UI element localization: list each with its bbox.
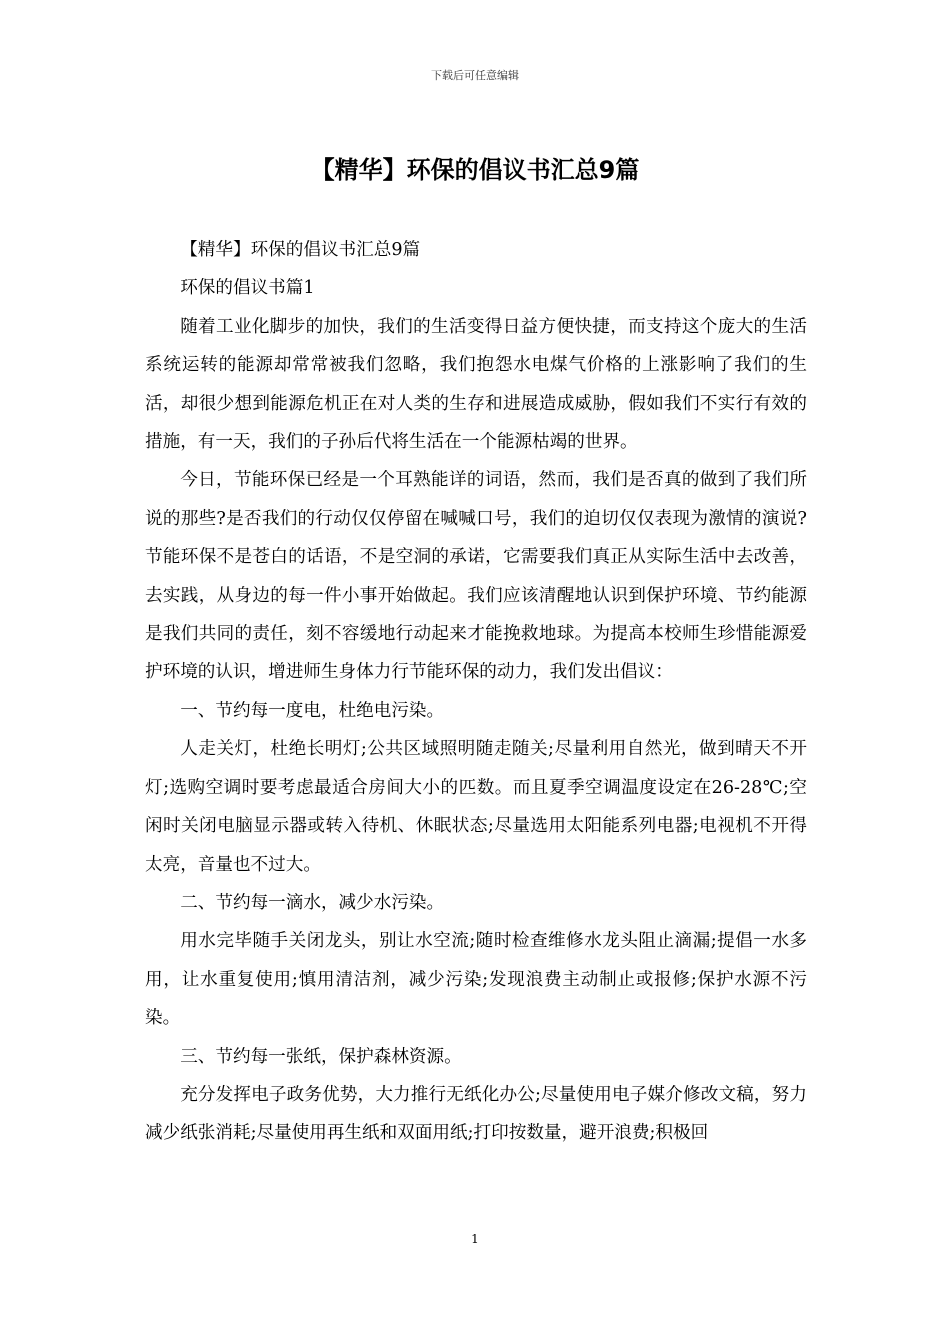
header-note: 下载后可任意编辑 <box>431 69 519 82</box>
paragraph: 人走关灯，杜绝长明灯;公共区域照明随走随关;尽量利用自然光，做到晴天不开灯;选购空调时要考虑最适合房间大小的匹数。而且夏季空调温度设定在26-28℃;空闲时关闭电脑显示器或转入待机、休眠状态;尽量选用太阳能系列电器;电视机不开得太亮，音量也不过大。 <box>145 739 807 875</box>
paragraph: 今日，节能环保已经是一个耳熟能详的词语，然而，我们是否真的做到了我们所说的那些?是否我们的行动仅仅停留在喊喊口号，我们的迫切仅仅表现为激情的演说?节能环保不是苍白的话语，不是空洞的承诺，它需要我们真正从实际生活中去改善，去实践，从身边的每一件小事开始做起。我们应该清醒地认识到保护环境、节约能源是我们共同的责任，刻不容缓地行动起来才能挽救地球。为提高本校师生珍惜能源爱护环境的认识，增进师生身体力行节能环保的动力，我们发出倡议： <box>145 470 807 683</box>
paragraph-heading-electricity: 一、节约每一度电，杜绝电污染。 <box>180 700 445 721</box>
paragraph-heading-paper: 三、节约每一张纸，保护森林资源。 <box>180 1046 462 1067</box>
document-body <box>145 231 807 1153</box>
page-number: 1 <box>471 1232 479 1246</box>
paragraph-subtitle: 【精华】环保的倡议书汇总9篇 <box>180 240 421 260</box>
document-title: 【精华】环保的倡议书汇总9篇 <box>310 156 640 184</box>
paragraph-heading-water: 二、节约每一滴水，减少水污染。 <box>180 892 445 913</box>
paragraph: 充分发挥电子政务优势，大力推行无纸化办公;尽量使用电子媒介修改文稿，努力减少纸张消耗;尽量使用再生纸和双面用纸;打印按数量，避开浪费;积极回 <box>145 1084 807 1144</box>
paragraph: 用水完毕随手关闭龙头，别让水空流;随时检查维修水龙头阻止滴漏;提倡一水多用，让水重复使用;慎用清洁剂，减少污染;发现浪费主动制止或报修;保护水源不污染。 <box>145 931 807 1029</box>
paragraph: 随着工业化脚步的加快，我们的生活变得日益方便快捷，而支持这个庞大的生活系统运转的能源却常常被我们忽略，我们抱怨水电煤气价格的上涨影响了我们的生活，却很少想到能源危机正在对人类的生存和进展造成威胁，假如我们不实行有效的措施，有一天，我们的子孙后代将生活在一个能源枯竭的世界。 <box>145 316 807 453</box>
paragraph-section-heading: 环保的倡议书篇1 <box>180 278 315 299</box>
